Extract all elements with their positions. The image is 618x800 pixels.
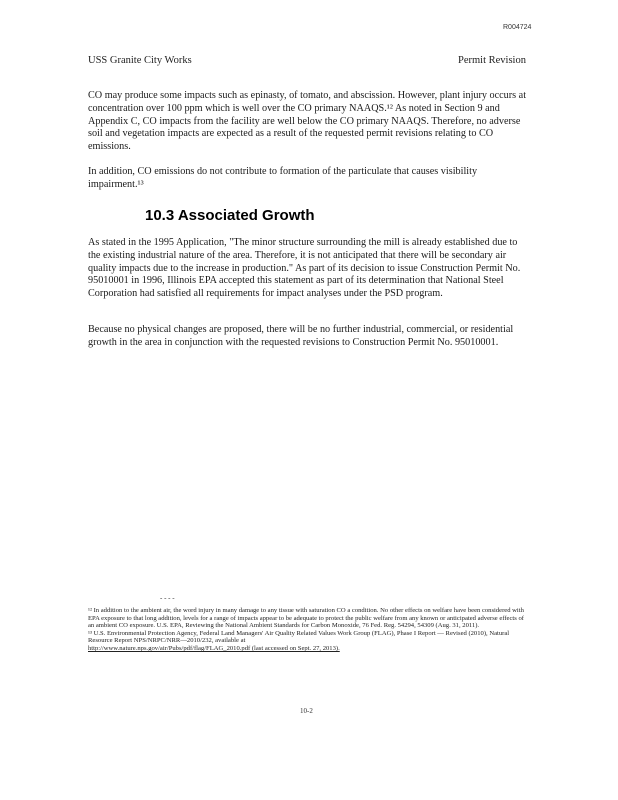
section-title: Associated Growth xyxy=(177,207,315,224)
footnote-separator: - - - - xyxy=(160,594,175,602)
page-number: 10-2 xyxy=(300,707,313,715)
footnote-13: ¹³ U.S. Environmental Protection Agency, Federal Land Managers' Air Quality Related Values Work Group (FLAG), Phase I Report — Revised (2010), Natural Resource Report NPS/NRPC/NRR—2010/232, available at xyxy=(88,629,510,645)
document-stamp: R004724 xyxy=(503,24,532,31)
header-facility-name: USS Granite City Works xyxy=(88,55,192,66)
footnote-12: ¹² In addition to the ambient air, the word injury in many damage to any tissue with saturation CO a condition. No other effects on welfare have been considered with EPA exposure to that long addition, levels for a range of impacts appear to be adequate to protect the public welfare from any known or anticipated adverse effects of an ambient CO exposure. U.S. EPA, Reviewing the National Ambient Standards for Carbon Monoxide, 76 Fed. Reg. 54294, 54309 (Aug. 31, 2011). xyxy=(88,607,524,630)
section-number: 10.3 xyxy=(145,207,175,224)
paragraph-co-visibility: In addition, CO emissions do not contribute to formation of the particulate that causes visibility impairment.¹³ xyxy=(88,166,478,190)
paragraph-co-vegetation: CO may produce some impacts such as epinasty, of tomato, and abscission. However, plant injury occurs at concentration over 100 ppm which is well over the CO primary NAAQS.¹² As noted in Section 9 and Appendix C, CO impacts from the facility are well below the CO primary NAAQS. Therefore, no adverse soil and vegetation impacts are expected as a result of the requested permit revisions relating to CO emissions. xyxy=(88,90,527,153)
paragraph-no-growth: Because no physical changes are proposed, there will be no further industrial, commercial, or residential growth in the area in conjunction with the requested revisions to Construction Permit No. 95010001. xyxy=(88,324,514,348)
footnote-13-url[interactable]: http://www.nature.nps.gov/air/Pubs/pdf/flag/FLAG_2010.pdf (last accessed on Sept. 27, 2013). xyxy=(88,644,340,652)
paragraph-1995-application: As stated in the 1995 Application, "The minor structure surrounding the mill is already established due to the existing industrial nature of the area. Therefore, it is not anticipated that there will be secondary air quality impacts due to the increase in production." As part of its decision to issue Construction Permit No. 95010001 in 1996, Illinois EPA accepted this statement as part of its determination that National Steel Corporation had satisfied all requirements for impact analyses under the PSD program. xyxy=(88,237,521,300)
section-heading xyxy=(145,207,315,224)
header-document-type: Permit Revision xyxy=(458,55,526,66)
footnotes xyxy=(88,607,530,653)
